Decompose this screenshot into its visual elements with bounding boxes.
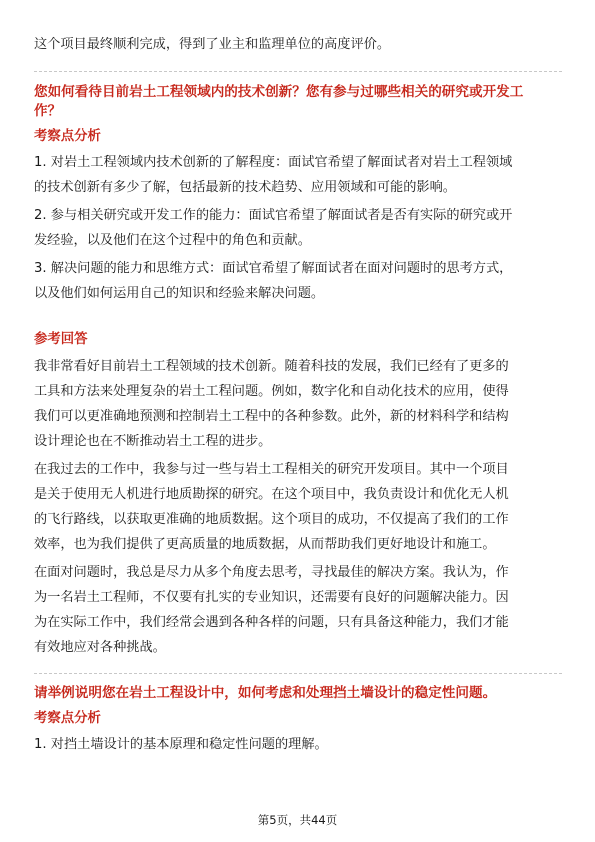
question-1-answer-line: 我们可以更准确地预测和控制岩土工程中的各种参数。此外，新的材料科学和结构: [34, 409, 509, 424]
question-1-answer-line: 在面对问题时，我总是尽力从多个角度去思考，寻找最佳的解决方案。我认为，作: [34, 565, 509, 580]
question-1-answer-line: 有效地应对各种挑战。: [34, 640, 166, 655]
question-1-answer-line: 的飞行路线，以获取更准确的地质数据。这个项目的成功，不仅提高了我们的工作: [34, 512, 509, 527]
question-1-analysis-line: 3. 解决问题的能力和思维方式：面试官希望了解面试者在面对问题时的思考方式，: [34, 261, 513, 276]
question-1-answer-line: 效率，也为我们提供了更高质量的地质数据，从而帮助我们更好地设计和施工。: [34, 537, 496, 552]
section-divider: [34, 71, 562, 72]
question-1-analysis-line: 2. 参与相关研究或开发工作的能力：面试官希望了解面试者是否有实际的研究或开: [34, 208, 513, 223]
question-1-answer-line: 设计理论也在不断推动岩土工程的进步。: [34, 434, 272, 449]
section-divider: [34, 673, 562, 674]
question-2-analysis-heading: 考察点分析: [34, 711, 101, 726]
question-1-analysis-heading: 考察点分析: [34, 129, 101, 144]
question-1-title-line-1: 您如何看待目前岩土工程领域内的技术创新？您有参与过哪些相关的研究或开发工: [34, 84, 524, 100]
question-1-answer-line: 为在实际工作中，我们经常会遇到各种各样的问题，只有具备这种能力，我们才能: [34, 615, 509, 630]
question-1-answer-heading: 参考回答: [34, 332, 88, 347]
question-1-analysis-line: 的技术创新有多少了解，包括最新的技术趋势、应用领域和可能的影响。: [34, 180, 456, 195]
question-1-analysis-line: 发经验，以及他们在这个过程中的角色和贡献。: [34, 233, 311, 248]
page-number: 第5页，共44页: [257, 813, 338, 827]
question-1-analysis-line: 以及他们如何运用自己的知识和经验来解决问题。: [34, 286, 325, 301]
question-1-answer-line: 为一名岩土工程师，不仅要有扎实的专业知识，还需要有良好的问题解决能力。因: [34, 590, 509, 605]
question-2-title: 请举例说明您在岩土工程设计中，如何考虑和处理挡土墙设计的稳定性问题。: [34, 685, 497, 701]
question-2-analysis-line: 1. 对挡土墙设计的基本原理和稳定性问题的理解。: [34, 737, 328, 752]
question-1-answer-line: 我非常看好目前岩土工程领域的技术创新。随着科技的发展，我们已经有了更多的: [34, 359, 509, 374]
question-1-answer-line: 工具和方法来处理复杂的岩土工程问题。例如，数字化和自动化技术的应用，使得: [34, 384, 509, 399]
question-1-analysis-line: 1. 对岩土工程领域内技术创新的了解程度：面试官希望了解面试者对岩土工程领域: [34, 155, 513, 170]
intro-paragraph: 这个项目最终顺利完成，得到了业主和监理单位的高度评价。: [34, 37, 391, 52]
question-1-title-line-2: 作？: [34, 103, 62, 119]
question-1-answer-line: 在我过去的工作中，我参与过一些与岩土工程相关的研究开发项目。其中一个项目: [34, 462, 509, 477]
question-1-answer-line: 是关于使用无人机进行地质勘探的研究。在这个项目中，我负责设计和优化无人机: [34, 487, 509, 502]
